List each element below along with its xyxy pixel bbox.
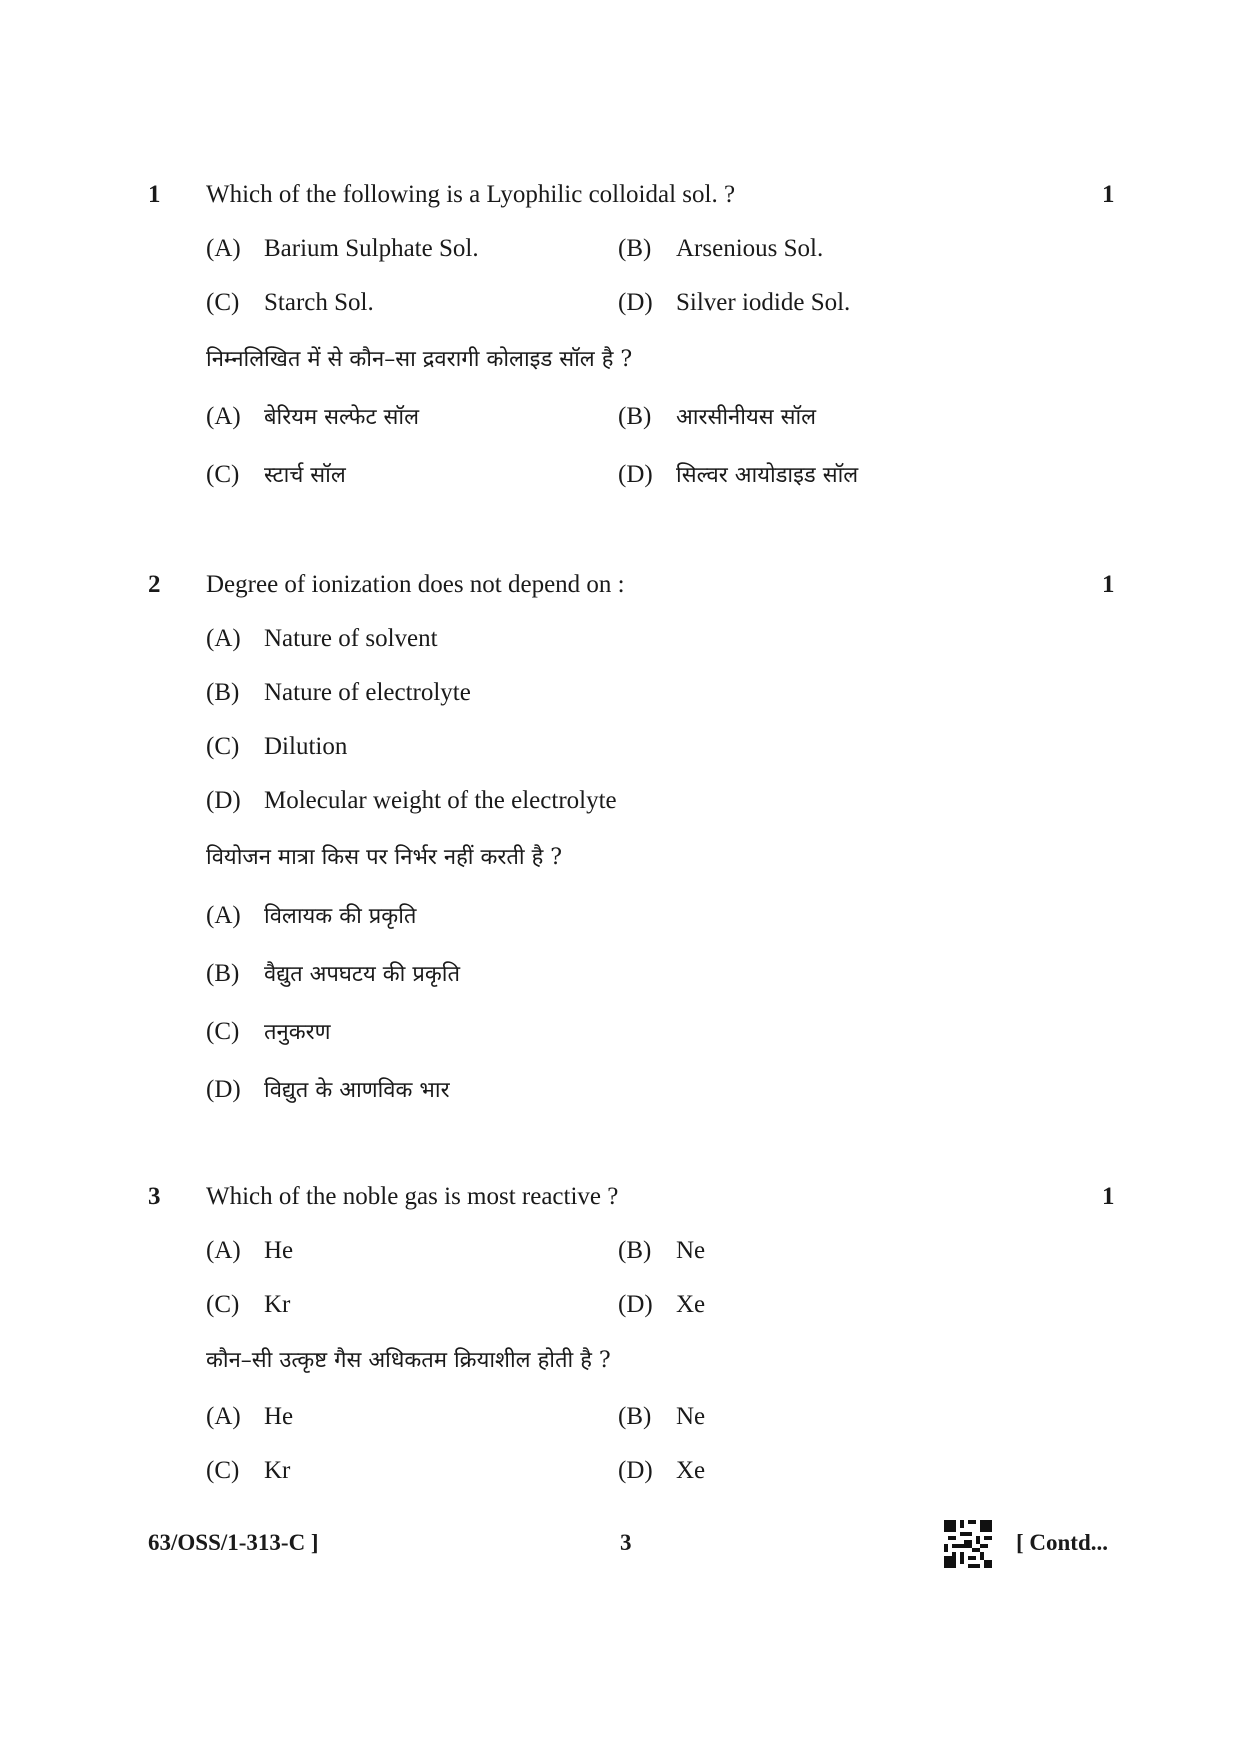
question-text-hindi: निम्नलिखित में से कौन–सा द्रवरागी कोलाइड सॉल है ? bbox=[206, 347, 633, 372]
option-letter: (B) bbox=[206, 960, 240, 987]
option-letter: (C) bbox=[206, 1018, 240, 1045]
option-b-hindi bbox=[618, 1402, 705, 1432]
option-text: Barium Sulphate Sol. bbox=[264, 235, 479, 262]
question-text-hindi: वियोजन मात्रा किस पर निर्भर नहीं करती है ? bbox=[206, 845, 563, 870]
option-a-hindi bbox=[206, 402, 419, 433]
option-letter: (D) bbox=[618, 1457, 653, 1484]
question-marks: 1 bbox=[1102, 571, 1115, 598]
option-text: Starch Sol. bbox=[264, 289, 374, 316]
question-number: 1 bbox=[148, 181, 161, 208]
option-letter: (A) bbox=[206, 403, 241, 430]
option-d-hindi bbox=[206, 1075, 450, 1106]
option-letter: (B) bbox=[618, 1403, 652, 1430]
option-b bbox=[618, 234, 823, 264]
option-text: वैद्युत अपघटय की प्रकृति bbox=[264, 962, 461, 987]
option-letter: (C) bbox=[206, 733, 240, 760]
option-text: Nature of electrolyte bbox=[264, 679, 471, 706]
option-letter: (D) bbox=[206, 1076, 241, 1103]
option-text: Dilution bbox=[264, 733, 348, 760]
option-text: विलायक की प्रकृति bbox=[264, 904, 417, 929]
option-letter: (D) bbox=[618, 289, 653, 316]
paper-code: 63/OSS/1-313-C ] bbox=[148, 1530, 319, 1555]
option-text: स्टार्च सॉल bbox=[264, 463, 346, 488]
option-text: Kr bbox=[264, 1457, 291, 1484]
option-letter: (B) bbox=[618, 1237, 652, 1264]
option-text: Xe bbox=[676, 1291, 706, 1318]
option-letter: (A) bbox=[206, 902, 241, 929]
option-text: Molecular weight of the electrolyte bbox=[264, 787, 617, 814]
option-c-hindi bbox=[206, 1456, 290, 1486]
question-text: Which of the noble gas is most reactive ? bbox=[206, 1183, 619, 1210]
option-b-hindi bbox=[618, 402, 816, 433]
option-text: सिल्वर आयोडाइड सॉल bbox=[676, 463, 859, 488]
option-text: Ne bbox=[676, 1403, 706, 1430]
option-text: Nature of solvent bbox=[264, 625, 438, 652]
option-letter: (B) bbox=[618, 235, 652, 262]
option-text: Ne bbox=[676, 1237, 706, 1264]
option-text: Kr bbox=[264, 1291, 291, 1318]
question-number: 2 bbox=[148, 571, 161, 598]
option-c-hindi bbox=[206, 1017, 331, 1048]
option-text: Xe bbox=[676, 1457, 706, 1484]
option-text: बेरियम सल्फेट सॉल bbox=[264, 405, 420, 430]
option-a bbox=[206, 1236, 293, 1266]
question-text-hindi: कौन–सी उत्कृष्ट गैस अधिकतम क्रियाशील होती है ? bbox=[206, 1348, 611, 1373]
option-text: He bbox=[264, 1403, 294, 1430]
option-letter: (B) bbox=[206, 679, 240, 706]
option-b-hindi bbox=[206, 959, 460, 990]
option-text: Silver iodide Sol. bbox=[676, 289, 851, 316]
option-a-hindi bbox=[206, 901, 416, 932]
option-letter: (A) bbox=[206, 235, 241, 262]
option-a bbox=[206, 624, 438, 654]
question-number: 3 bbox=[148, 1183, 161, 1210]
option-letter: (A) bbox=[206, 625, 241, 652]
option-c bbox=[206, 1290, 290, 1320]
question-marks: 1 bbox=[1102, 181, 1115, 208]
option-text: आरसीनीयस सॉल bbox=[676, 405, 817, 430]
option-c bbox=[206, 732, 347, 762]
option-a-hindi bbox=[206, 1402, 293, 1432]
option-d bbox=[206, 786, 617, 816]
option-letter: (B) bbox=[618, 403, 652, 430]
option-text: विद्युत के आणविक भार bbox=[264, 1078, 450, 1103]
option-letter: (D) bbox=[618, 1291, 653, 1318]
option-a bbox=[206, 234, 479, 264]
option-text: तनुकरण bbox=[264, 1020, 331, 1045]
option-letter: (C) bbox=[206, 461, 240, 488]
option-letter: (D) bbox=[206, 787, 241, 814]
option-letter: (A) bbox=[206, 1237, 241, 1264]
option-letter: (D) bbox=[618, 461, 653, 488]
option-d bbox=[618, 288, 850, 318]
option-d-hindi bbox=[618, 1456, 705, 1486]
question-text: Which of the following is a Lyophilic colloidal sol. ? bbox=[206, 181, 736, 208]
option-d-hindi bbox=[618, 460, 858, 491]
continued-label: [ Contd... bbox=[1016, 1530, 1109, 1555]
option-c-hindi bbox=[206, 460, 346, 491]
page-number: 3 bbox=[620, 1530, 632, 1555]
option-c bbox=[206, 288, 374, 318]
option-letter: (C) bbox=[206, 1291, 240, 1318]
option-letter: (C) bbox=[206, 1457, 240, 1484]
option-letter: (C) bbox=[206, 289, 240, 316]
option-d bbox=[618, 1290, 705, 1320]
option-b bbox=[618, 1236, 705, 1266]
option-letter: (A) bbox=[206, 1403, 241, 1430]
question-marks: 1 bbox=[1102, 1183, 1115, 1210]
option-text: Arsenious Sol. bbox=[676, 235, 824, 262]
qr-code-icon bbox=[944, 1520, 992, 1568]
option-b bbox=[206, 678, 471, 708]
question-text: Degree of ionization does not depend on : bbox=[206, 571, 625, 598]
option-text: He bbox=[264, 1237, 294, 1264]
